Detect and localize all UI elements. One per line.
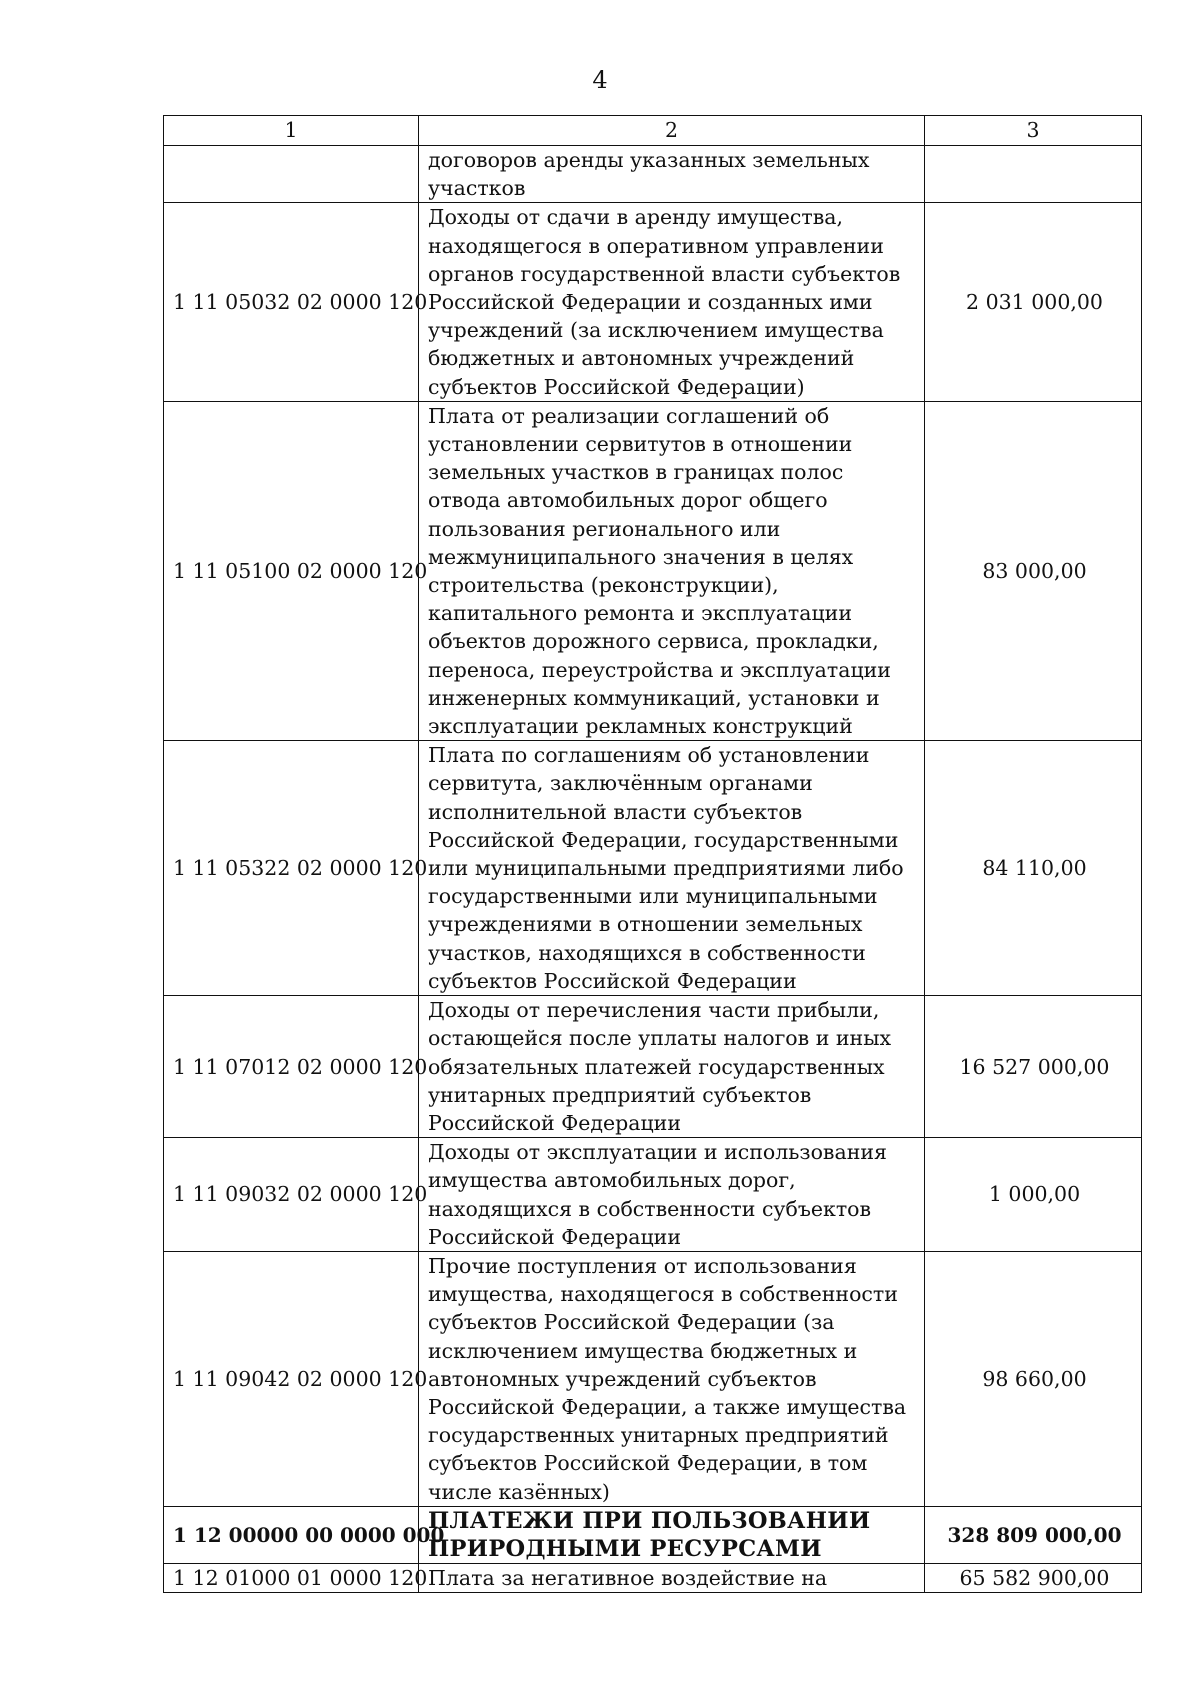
row-amount: 83 000,00	[925, 401, 1142, 740]
row-amount: 16 527 000,00	[925, 996, 1142, 1138]
row-amount: 84 110,00	[925, 741, 1142, 996]
row-amount: 98 660,00	[925, 1251, 1142, 1506]
row-description: Плата за негативное воздействие на	[419, 1563, 925, 1592]
column-header-amount: 3	[925, 116, 1142, 146]
page-number: 4	[592, 66, 608, 94]
row-description: Доходы от эксплуатации и использования имущества автомобильных дорог, находящихся в собственности субъектов Российской Федерации	[419, 1138, 925, 1252]
column-header-code: 1	[164, 116, 419, 146]
row-code: 1 11 05322 02 0000 120	[164, 741, 419, 996]
table-row	[164, 146, 1142, 203]
section-total-row	[164, 1506, 1142, 1563]
table-row	[164, 996, 1142, 1138]
table-row	[164, 203, 1142, 401]
section-amount: 328 809 000,00	[925, 1506, 1142, 1563]
row-code: 1 12 01000 01 0000 120	[164, 1563, 419, 1592]
row-code: 1 11 07012 02 0000 120	[164, 996, 419, 1138]
table-row	[164, 401, 1142, 740]
row-description: Плата от реализации соглашений об установлении сервитутов в отношении земельных участков в границах полос отвода автомобильных дорог общего пользования регионального или межмуниципального значения в целях строительства (реконструкции), капитального ремонта и эксплуатации объектов дорожного сервиса, прокладки, переноса, переустройства и эксплуатации инженерных коммуникаций, установки и эксплуатации рекламных конструкций	[419, 401, 925, 740]
column-header-description: 2	[419, 116, 925, 146]
row-amount: 65 582 900,00	[925, 1563, 1142, 1592]
table-row	[164, 741, 1142, 996]
row-code: 1 11 05100 02 0000 120	[164, 401, 419, 740]
row-code: 1 11 09032 02 0000 120	[164, 1138, 419, 1252]
section-code: 1 12 00000 00 0000 000	[164, 1506, 419, 1563]
row-description: Доходы от перечисления части прибыли, остающейся после уплаты налогов и иных обязательных платежей государственных унитарных предприятий субъектов Российской Федерации	[419, 996, 925, 1138]
row-description: Доходы от сдачи в аренду имущества, находящегося в оперативном управлении органов государственной власти субъектов Российской Федерации и созданных ими учреждений (за исключением имущества бюджетных и автономных учреждений субъектов Российской Федерации)	[419, 203, 925, 401]
row-description: Плата по соглашениям об установлении сервитута, заключённым органами исполнительной власти субъектов Российской Федерации, государственными или муниципальными предприятиями либо государственными или муниципальными учреждениями в отношении земельных участков, находящихся в собственности субъектов Российской Федерации	[419, 741, 925, 996]
row-code	[164, 146, 419, 203]
row-amount	[925, 146, 1142, 203]
table-row	[164, 1251, 1142, 1506]
budget-revenue-table	[163, 115, 1142, 1593]
row-amount: 2 031 000,00	[925, 203, 1142, 401]
row-code: 1 11 09042 02 0000 120	[164, 1251, 419, 1506]
table-row	[164, 1138, 1142, 1252]
row-amount: 1 000,00	[925, 1138, 1142, 1252]
table-header-row	[164, 116, 1142, 146]
row-code: 1 11 05032 02 0000 120	[164, 203, 419, 401]
table-row	[164, 1563, 1142, 1592]
row-description: Прочие поступления от использования имущества, находящегося в собственности субъектов Российской Федерации (за исключением имущества бюджетных и автономных учреждений субъектов Российской Федерации, а также имущества государственных унитарных предприятий субъектов Российской Федерации, в том числе казённых)	[419, 1251, 925, 1506]
row-description: договоров аренды указанных земельных участков	[419, 146, 925, 203]
section-title: ПЛАТЕЖИ ПРИ ПОЛЬЗОВАНИИ ПРИРОДНЫМИ РЕСУРСАМИ	[419, 1506, 925, 1563]
